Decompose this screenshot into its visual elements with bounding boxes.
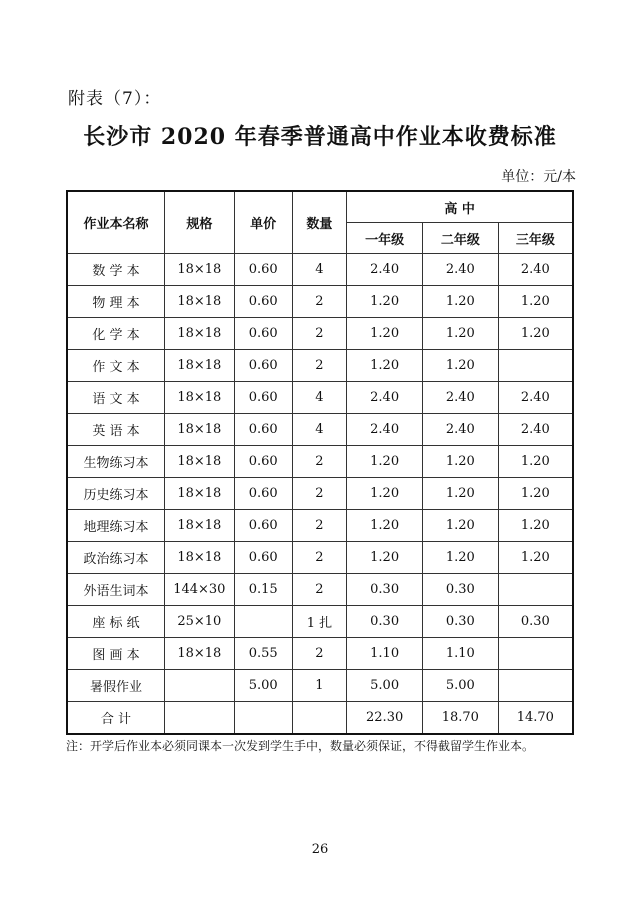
cell-spec: 18×18 [164, 510, 234, 542]
table-row [67, 478, 573, 510]
cell-g1: 2.40 [347, 254, 423, 286]
cell-g2: 1.10 [422, 638, 498, 670]
cell-name: 图 画 本 [67, 638, 164, 670]
cell-g1: 1.20 [347, 446, 423, 478]
table-row [67, 286, 573, 318]
cell-spec: 25×10 [164, 606, 234, 638]
footnote: 注：开学后作业本必须同课本一次发到学生手中，数量必须保证，不得截留学生作业本。 [66, 739, 535, 753]
header-price: 单价 [234, 191, 292, 254]
cell-name: 作 文 本 [67, 350, 164, 382]
header-name: 作业本名称 [67, 191, 164, 254]
cell-qty: 2 [292, 318, 347, 350]
cell-name: 生物练习本 [67, 446, 164, 478]
table-row [67, 638, 573, 670]
cell-qty: 4 [292, 254, 347, 286]
cell-price: 0.60 [234, 414, 292, 446]
cell-g3: 1.20 [498, 318, 573, 350]
cell-qty: 2 [292, 478, 347, 510]
cell-g1: 2.40 [347, 414, 423, 446]
header-grade-1: 一年级 [347, 223, 423, 254]
unit-label: 单位：元/本 [501, 169, 576, 185]
page-title: 长沙市 2020 年春季普通高中作业本收费标准 [83, 124, 557, 150]
cell-g3: 1.20 [498, 446, 573, 478]
cell-spec: 18×18 [164, 638, 234, 670]
cell-g1: 1.20 [347, 510, 423, 542]
cell-spec: 18×18 [164, 446, 234, 478]
cell-price: 0.60 [234, 382, 292, 414]
cell-spec: 18×18 [164, 542, 234, 574]
cell-g2: 1.20 [422, 286, 498, 318]
cell-name: 化 学 本 [67, 318, 164, 350]
cell-spec [164, 702, 234, 735]
appendix-label: 附表（7）： [68, 89, 162, 109]
cell-g2: 1.20 [422, 510, 498, 542]
cell-g3: 1.20 [498, 286, 573, 318]
cell-g3 [498, 638, 573, 670]
cell-qty: 4 [292, 414, 347, 446]
cell-price: 0.55 [234, 638, 292, 670]
cell-qty: 2 [292, 286, 347, 318]
cell-g2: 1.20 [422, 350, 498, 382]
cell-price [234, 702, 292, 735]
table-row [67, 542, 573, 574]
cell-g3 [498, 574, 573, 606]
cell-g3: 2.40 [498, 254, 573, 286]
cell-g1: 0.30 [347, 574, 423, 606]
cell-g3: 2.40 [498, 414, 573, 446]
cell-g3: 1.20 [498, 510, 573, 542]
cell-price: 0.60 [234, 286, 292, 318]
cell-g2: 1.20 [422, 318, 498, 350]
cell-spec: 18×18 [164, 414, 234, 446]
cell-qty: 1 扎 [292, 606, 347, 638]
cell-spec: 18×18 [164, 286, 234, 318]
header-qty: 数量 [292, 191, 347, 254]
cell-price: 0.60 [234, 318, 292, 350]
cell-price: 5.00 [234, 670, 292, 702]
cell-g1: 1.20 [347, 286, 423, 318]
table-row [67, 510, 573, 542]
cell-spec [164, 670, 234, 702]
cell-spec: 144×30 [164, 574, 234, 606]
cell-g3 [498, 350, 573, 382]
table-row [67, 318, 573, 350]
cell-name: 座 标 纸 [67, 606, 164, 638]
cell-name: 语 文 本 [67, 382, 164, 414]
cell-spec: 18×18 [164, 478, 234, 510]
cell-g3: 14.70 [498, 702, 573, 735]
header-grade-3: 三年级 [498, 223, 573, 254]
cell-g1: 1.10 [347, 638, 423, 670]
table-row [67, 446, 573, 478]
cell-qty: 1 [292, 670, 347, 702]
cell-price: 0.60 [234, 446, 292, 478]
cell-spec: 18×18 [164, 382, 234, 414]
cell-qty: 2 [292, 510, 347, 542]
cell-qty [292, 702, 347, 735]
cell-name: 暑假作业 [67, 670, 164, 702]
cell-g1: 1.20 [347, 350, 423, 382]
cell-g1: 5.00 [347, 670, 423, 702]
cell-price: 0.15 [234, 574, 292, 606]
cell-price [234, 606, 292, 638]
table-row [67, 414, 573, 446]
cell-g3 [498, 670, 573, 702]
cell-g3: 1.20 [498, 478, 573, 510]
page-number: 26 [311, 842, 329, 857]
cell-g1: 0.30 [347, 606, 423, 638]
cell-qty: 2 [292, 638, 347, 670]
table-row [67, 702, 573, 735]
cell-g2: 2.40 [422, 414, 498, 446]
cell-name: 政治练习本 [67, 542, 164, 574]
table-body [67, 254, 573, 735]
cell-g2: 1.20 [422, 478, 498, 510]
cell-spec: 18×18 [164, 318, 234, 350]
cell-g1: 1.20 [347, 478, 423, 510]
header-grade-2: 二年级 [422, 223, 498, 254]
cell-name: 合 计 [67, 702, 164, 735]
cell-qty: 2 [292, 542, 347, 574]
cell-spec: 18×18 [164, 350, 234, 382]
table-row [67, 350, 573, 382]
cell-price: 0.60 [234, 542, 292, 574]
cell-price: 0.60 [234, 478, 292, 510]
cell-g2: 2.40 [422, 254, 498, 286]
cell-price: 0.60 [234, 350, 292, 382]
cell-name: 历史练习本 [67, 478, 164, 510]
cell-g3: 0.30 [498, 606, 573, 638]
cell-g2: 5.00 [422, 670, 498, 702]
cell-g3: 1.20 [498, 542, 573, 574]
table-row [67, 670, 573, 702]
cell-qty: 2 [292, 350, 347, 382]
cell-g1: 1.20 [347, 542, 423, 574]
cell-g1: 2.40 [347, 382, 423, 414]
cell-name: 物 理 本 [67, 286, 164, 318]
table-row [67, 574, 573, 606]
cell-name: 数 学 本 [67, 254, 164, 286]
cell-spec: 18×18 [164, 254, 234, 286]
header-spec: 规格 [164, 191, 234, 254]
cell-g2: 0.30 [422, 606, 498, 638]
cell-name: 英 语 本 [67, 414, 164, 446]
cell-g2: 1.20 [422, 446, 498, 478]
cell-g2: 1.20 [422, 542, 498, 574]
cell-qty: 2 [292, 574, 347, 606]
cell-g2: 0.30 [422, 574, 498, 606]
cell-g3: 2.40 [498, 382, 573, 414]
cell-g1: 1.20 [347, 318, 423, 350]
header-group-high-school: 高 中 [347, 191, 573, 223]
table-row [67, 254, 573, 286]
table-row [67, 606, 573, 638]
cell-price: 0.60 [234, 510, 292, 542]
cell-g1: 22.30 [347, 702, 423, 735]
cell-g2: 2.40 [422, 382, 498, 414]
cell-qty: 2 [292, 446, 347, 478]
table-row [67, 382, 573, 414]
cell-g2: 18.70 [422, 702, 498, 735]
cell-qty: 4 [292, 382, 347, 414]
cell-price: 0.60 [234, 254, 292, 286]
fee-table [66, 190, 574, 735]
cell-name: 地理练习本 [67, 510, 164, 542]
cell-name: 外语生词本 [67, 574, 164, 606]
